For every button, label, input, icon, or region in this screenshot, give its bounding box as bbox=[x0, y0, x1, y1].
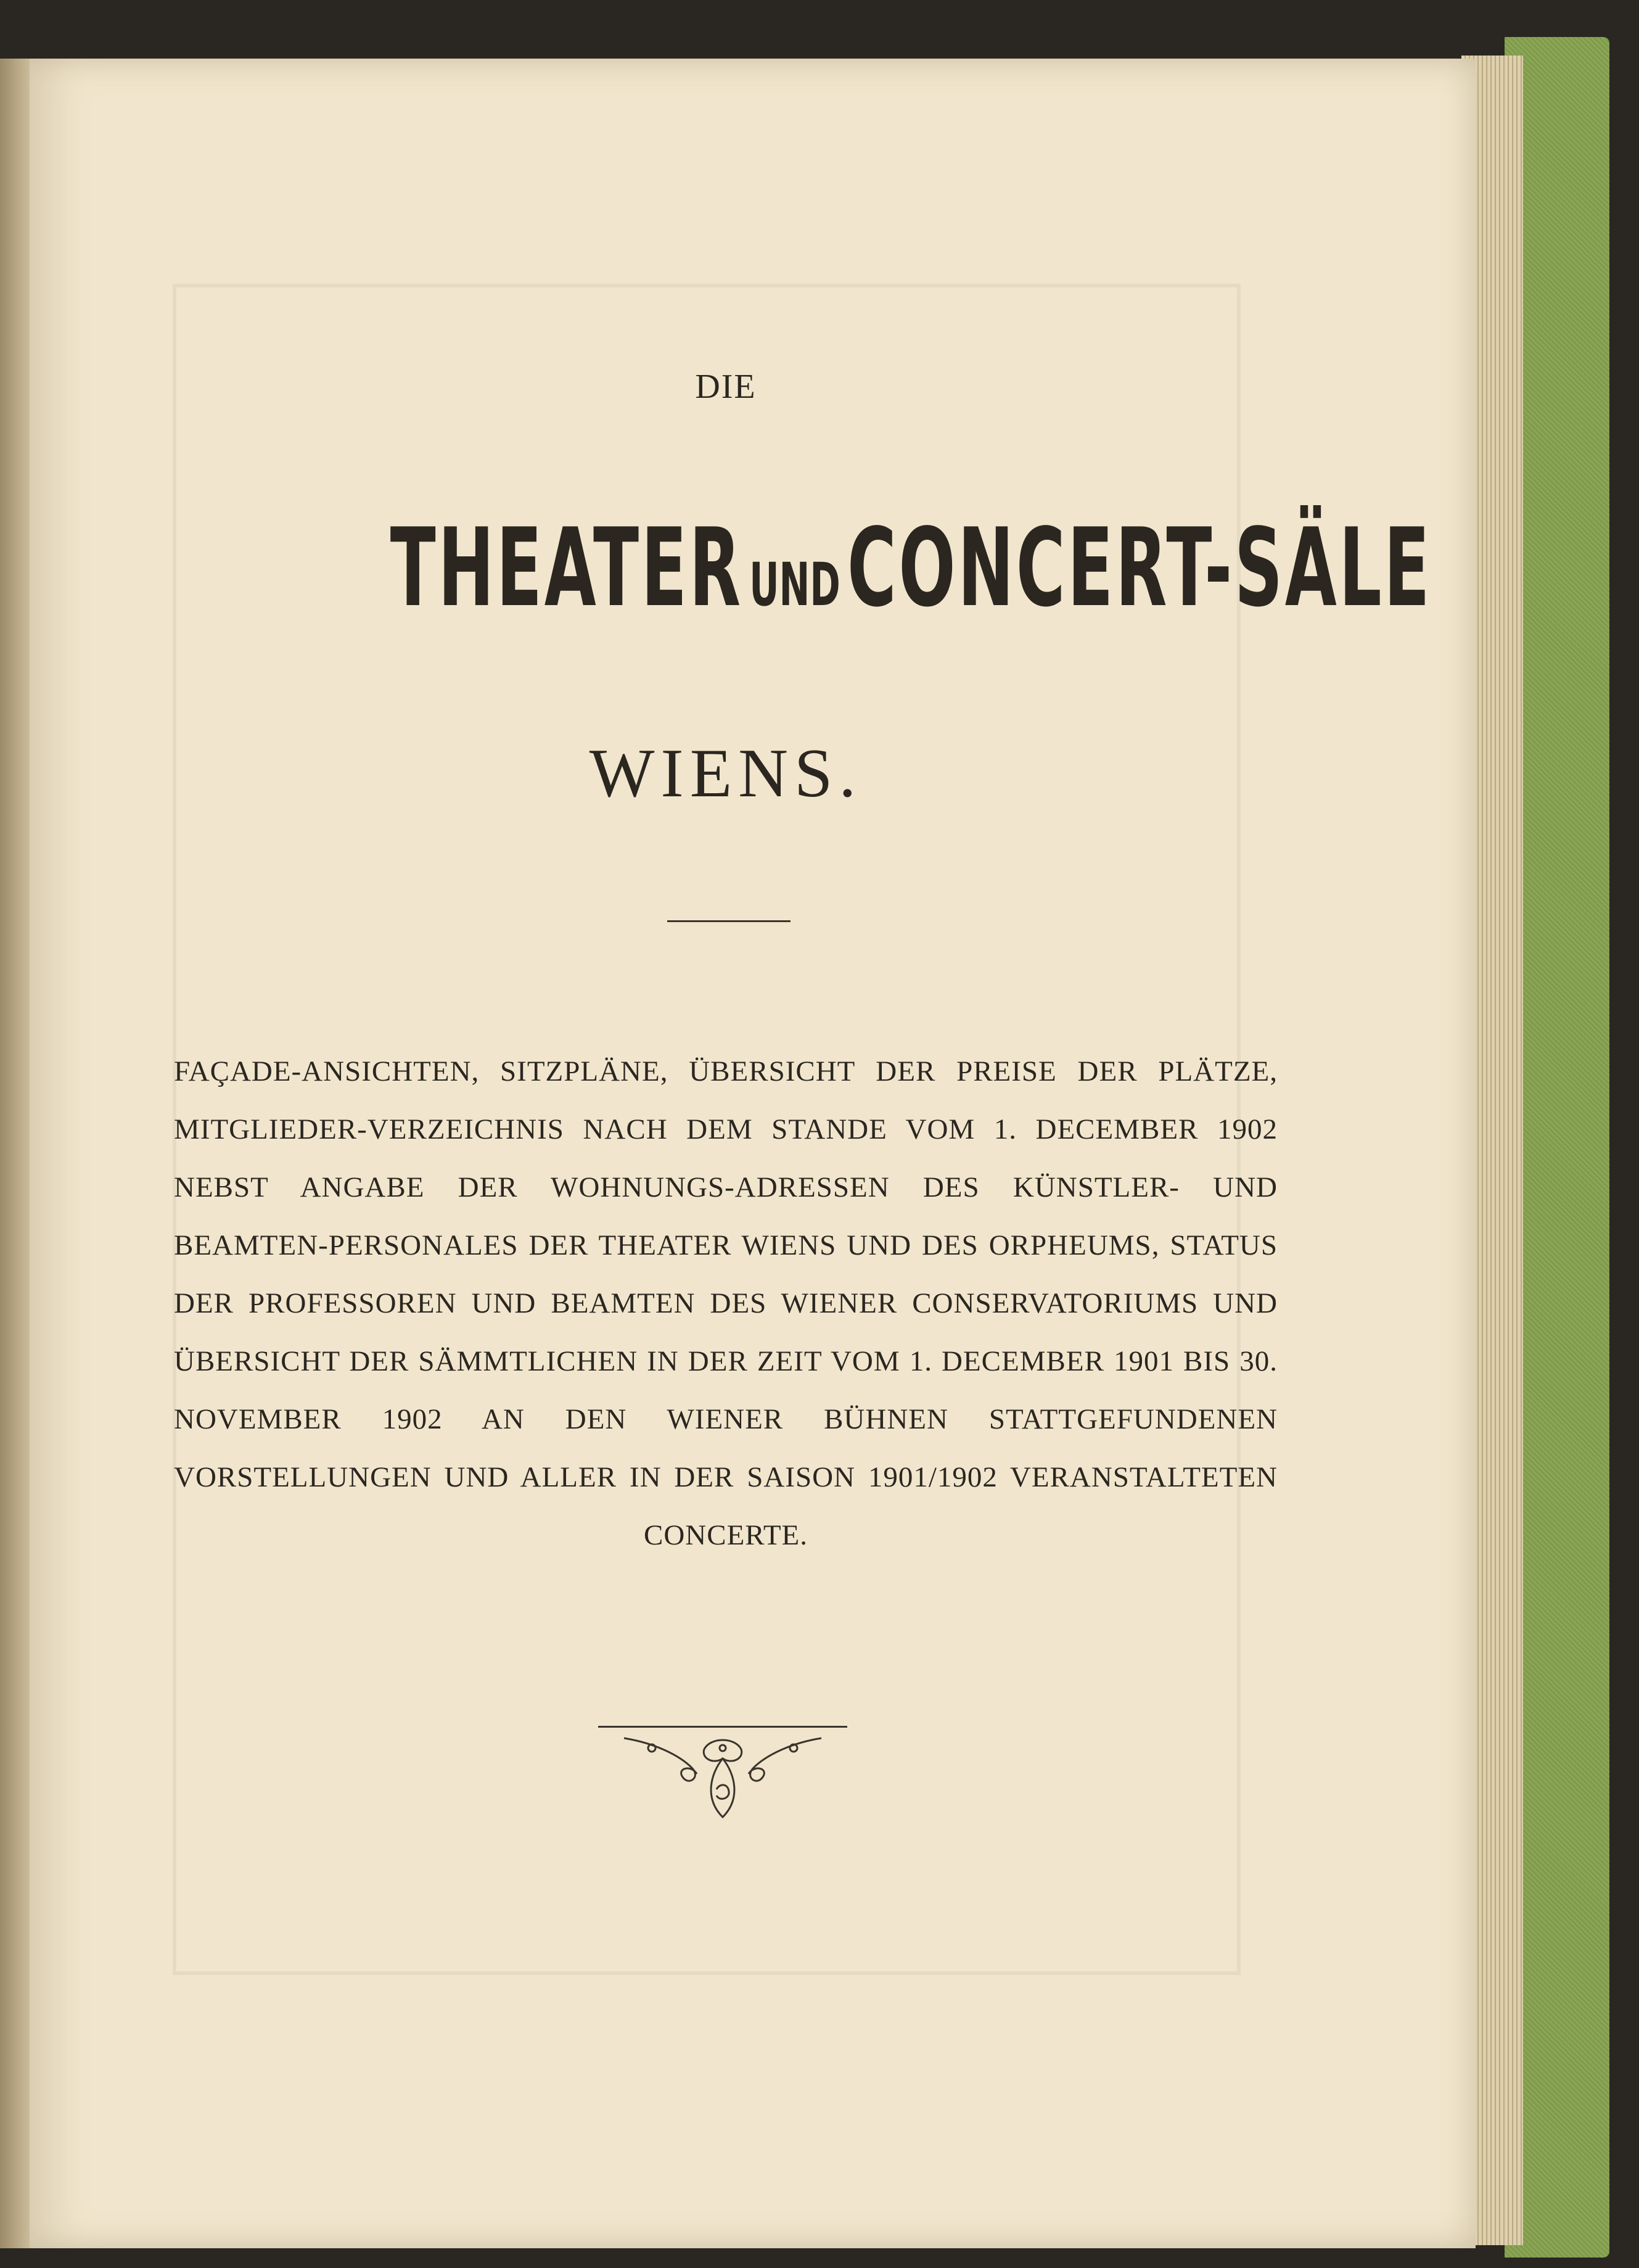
description-paragraph: FAÇADE-ANSICHTEN, SITZPLÄNE, ÜBERSICHT DER PREISE DER PLÄTZE, MITGLIEDER-VERZEICHNIS NACH DEM STANDE VOM 1. DECEMBER 1902 NEBST ANGABE DER WOHNUNGS-ADRESSEN DES KÜNSTLER- UND BEAMTEN-PERSONALES DER THEATER WIENS UND DES ORPHEUMS, STATUS DER PROFESSOREN UND BEAMTEN DES WIENER CONSERVATORIUMS UND ÜBERSICHT DER SÄMMTLICHEN IN DER ZEIT VOM 1. DECEMBER 1901 BIS 30. NOVEMBER 1902 AN DEN WIENER BÜHNEN STATTGEFUNDENEN VORSTELLUNGEN UND ALLER IN DER SAISON 1901/1902 VERANSTALTETEN CONCERTE. bbox=[174, 1055, 1278, 1551]
title-connector: UND bbox=[749, 550, 841, 619]
floral-scroll-ornament-icon bbox=[618, 1731, 828, 1823]
main-title bbox=[174, 506, 1432, 631]
city-name: WIENS. bbox=[589, 735, 863, 812]
title-concert-saele: CONCERT-SÄLE bbox=[847, 506, 1432, 631]
kicker-text: DIE bbox=[695, 368, 757, 406]
title-page-content bbox=[174, 0, 1432, 2268]
title-theater: THEATER bbox=[390, 506, 743, 631]
ornament-rule bbox=[598, 1726, 847, 1728]
divider-rule bbox=[667, 920, 791, 922]
